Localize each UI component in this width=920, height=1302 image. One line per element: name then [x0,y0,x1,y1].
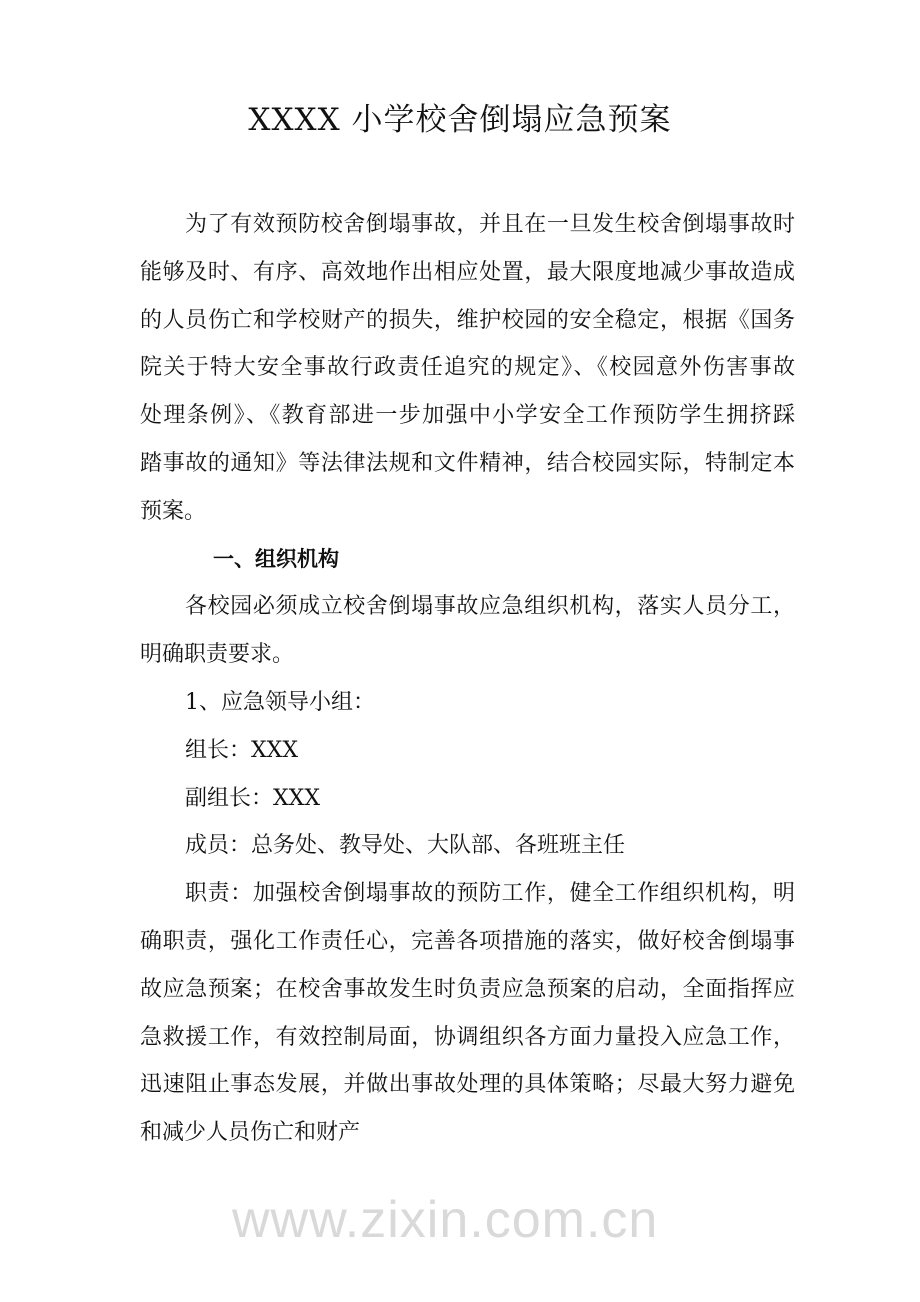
paragraph-line: 确职责，强化工作责任心，完善各项措施的落实，做好校舍倒塌事 [140,928,795,954]
paragraph-line: 各校园必须成立校舍倒塌事故应急组织机构，落实人员分工， [185,594,795,620]
paragraph-line: 的人员伤亡和学校财产的损失，维护校园的安全稳定，根据《国务 [140,307,795,333]
paragraph-line: 踏事故的通知》等法律法规和文件精神，结合校园实际，特制定本 [140,450,795,476]
watermark: www.zixin.com.cn [232,1191,659,1249]
paragraph-line: 预案。 [140,498,207,524]
document-body [140,201,795,1157]
paragraph-line: 为了有效预防校舍倒塌事故，并且在一旦发生校舍倒塌事故时 [185,212,795,237]
paragraph-line: 能够及时、有序、高效地作出相应处置，最大限度地减少事故造成 [140,259,795,285]
paragraph-line: 明确职责要求。 [140,642,295,668]
paragraph-line: 急救援工作，有效控制局面，协调组织各方面力量投入应急工作， [140,1024,795,1050]
paragraph-line: 迅速阻止事态发展，并做出事故处理的具体策略；尽最大努力避免 [140,1072,795,1098]
subheading-line: 1、应急领导小组： [185,689,375,715]
paragraph-line: 院关于特大安全事故行政责任追究的规定》、《校园意外伤害事故 [140,355,795,381]
section-heading: 一、组织机构 [213,546,339,571]
leader-line: 组长：XXX [185,737,298,763]
paragraph-line: 和减少人员伤亡和财产 [140,1120,361,1146]
paragraph-line: 处理条例》、《教育部进一步加强中小学安全工作预防学生拥挤踩 [140,403,795,429]
deputy-leader-line: 副组长：XXX [185,785,320,811]
document-title: XXXX 小学校舍倒塌应急预案 [248,102,672,138]
members-line: 成员：总务处、教导处、大队部、各班班主任 [185,833,626,859]
paragraph-line: 故应急预案；在校舍事故发生时负责应急预案的启动，全面指挥应 [140,976,795,1002]
paragraph-line: 职责：加强校舍倒塌事故的预防工作，健全工作组织机构，明 [185,881,795,907]
